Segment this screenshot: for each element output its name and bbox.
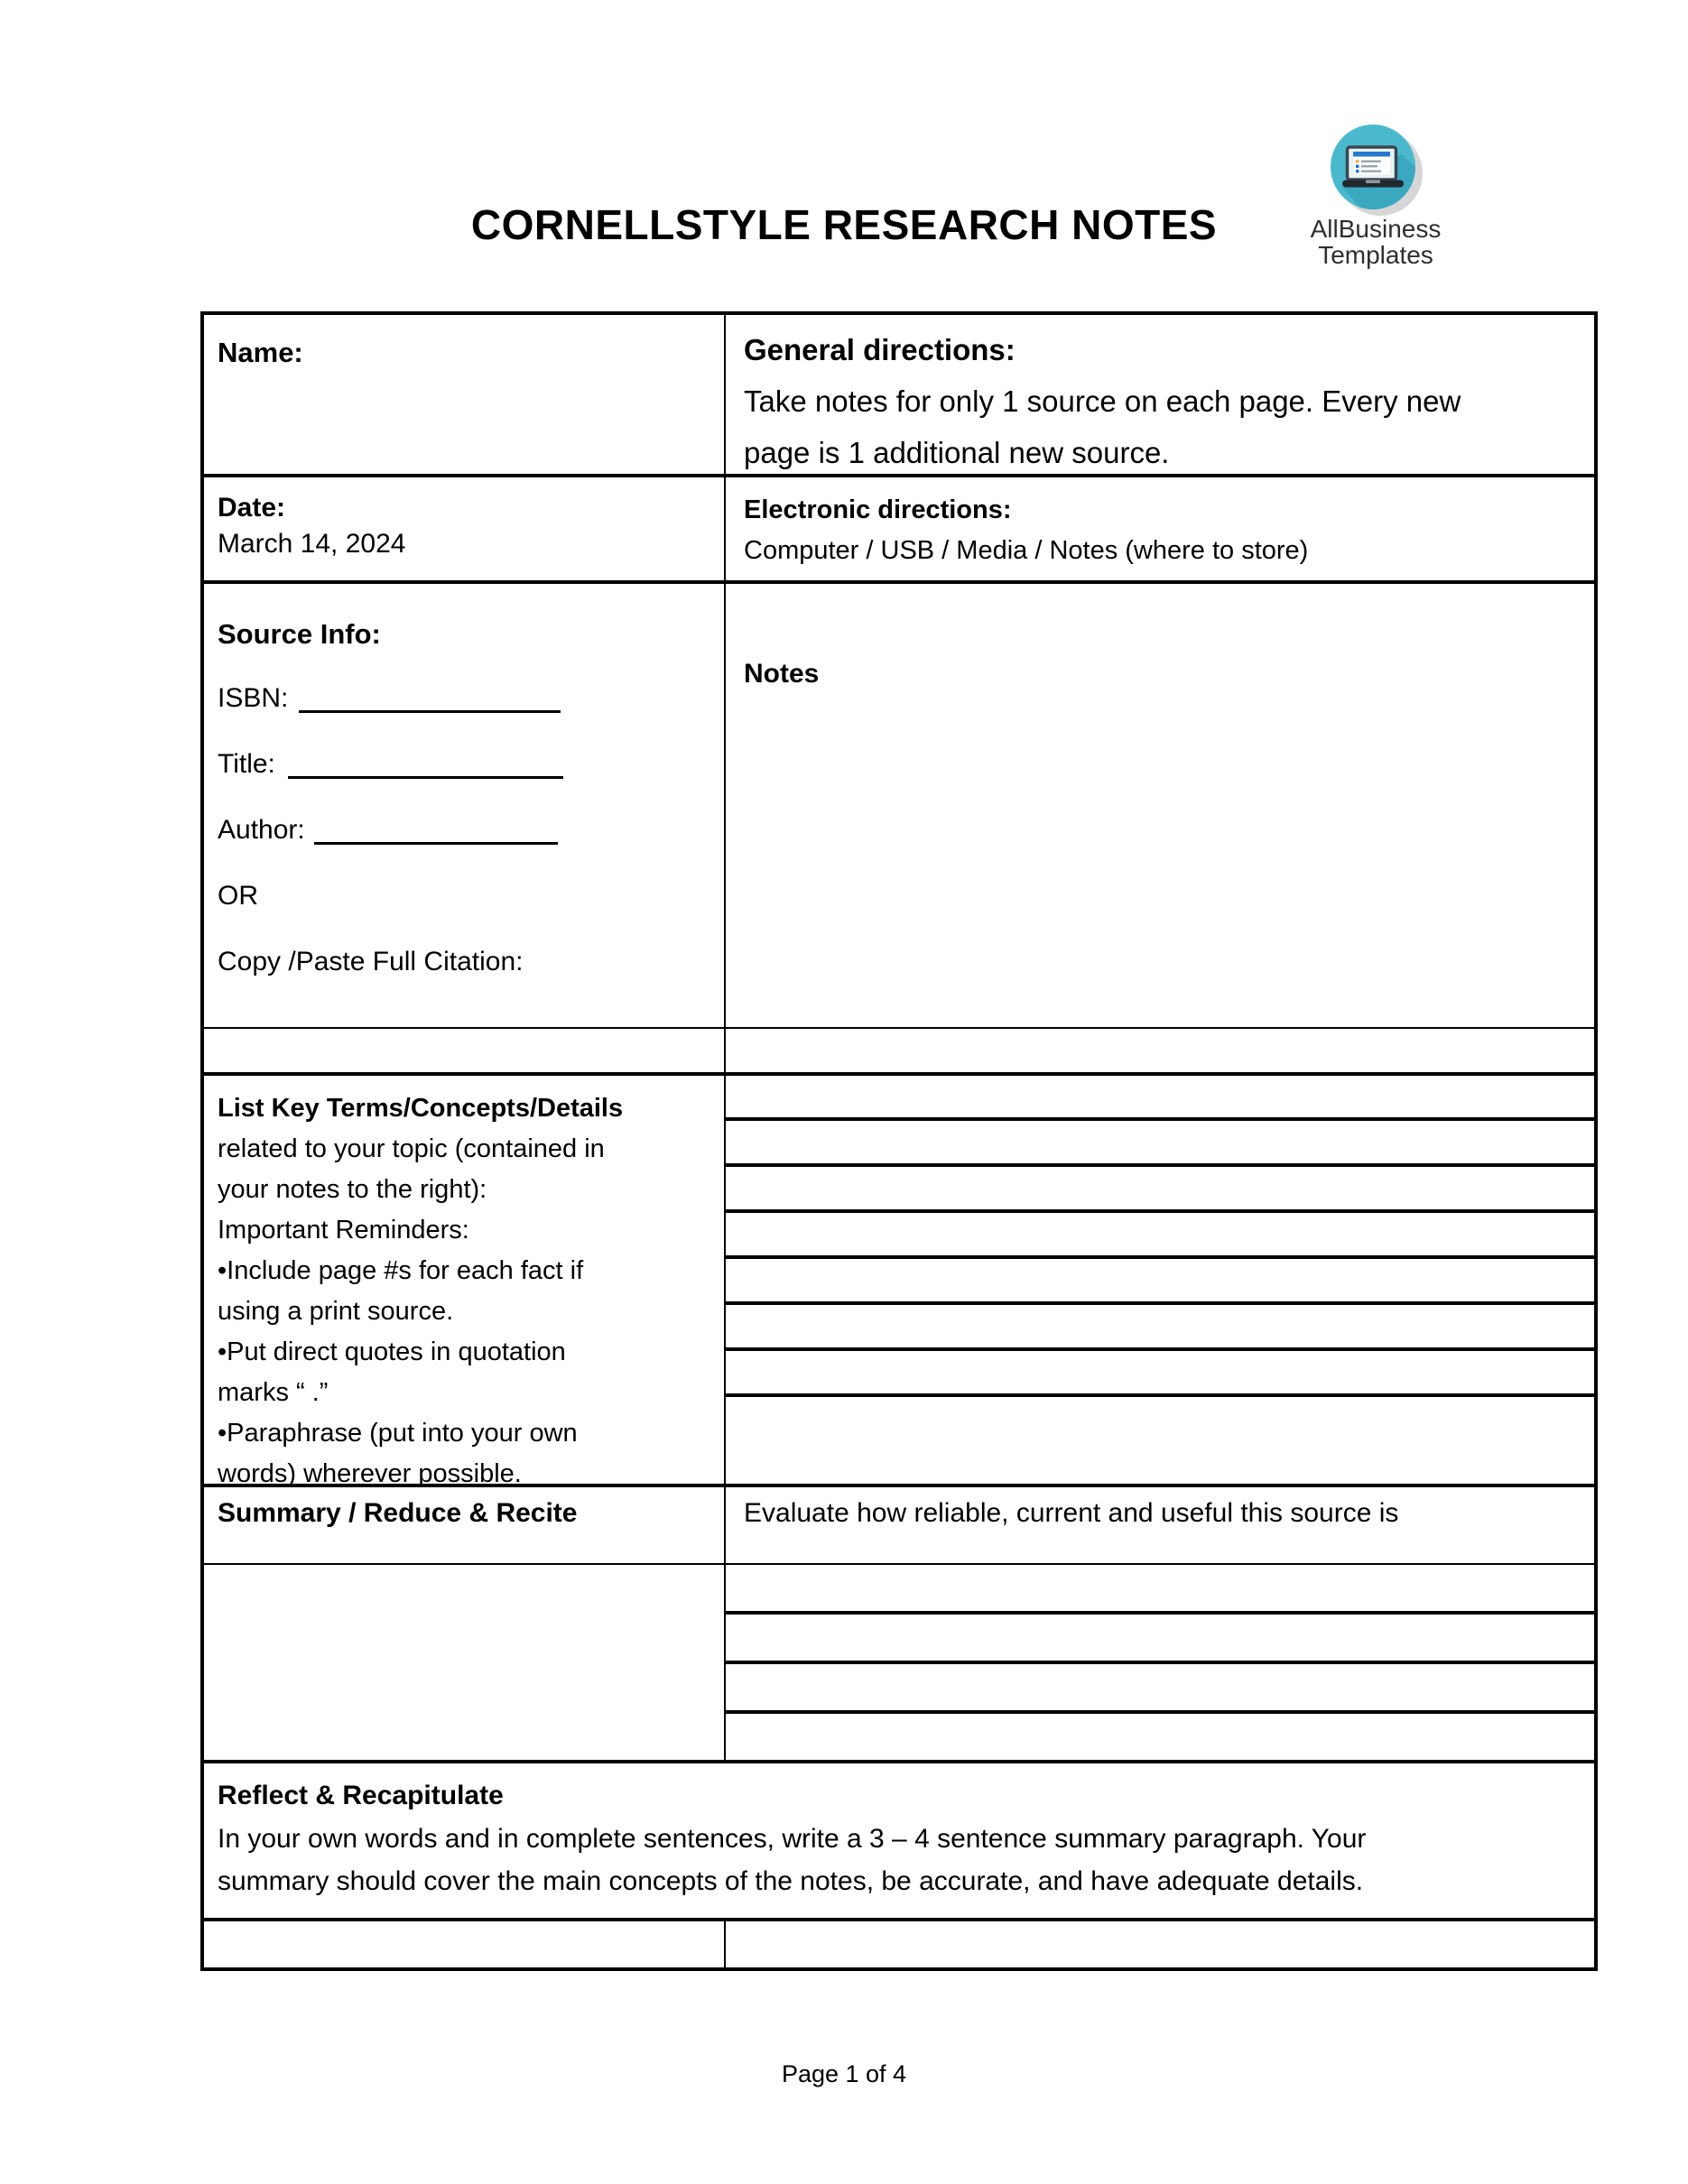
electronic-directions-heading: Electronic directions: [744, 495, 1012, 524]
ruled-line-row [726, 1117, 1594, 1163]
ruled-line-row [726, 1565, 1594, 1611]
ruled-line-row [726, 1710, 1594, 1760]
ruled-line-row [726, 1076, 1594, 1117]
row-spacer [204, 1027, 1594, 1072]
key-terms-cell [204, 1076, 726, 1488]
summary-ruled-lines [726, 1565, 1594, 1760]
date-label: Date: [218, 493, 286, 523]
reflect-cell [204, 1760, 1594, 1918]
general-directions-heading: General directions: [744, 333, 1016, 366]
key-terms-line: your notes to the right): [218, 1175, 487, 1204]
logo-text-line2: Templates [1318, 241, 1433, 269]
cornell-notes-table [200, 311, 1598, 1971]
ruled-line-row [726, 1301, 1594, 1347]
isbn-blank-line [299, 689, 561, 713]
author-field [218, 815, 715, 881]
key-terms-line: related to your topic (contained in [218, 1134, 605, 1163]
spacer-left-cell [204, 1029, 726, 1072]
or-label: OR [218, 881, 258, 911]
isbn-label: ISBN: [218, 683, 289, 713]
title-label: Title: [218, 749, 275, 779]
source-info-heading: Source Info: [218, 618, 381, 650]
bottom-right-cell [726, 1921, 1594, 1967]
source-info-cell [204, 584, 726, 1027]
key-terms-line: words) wherever possible. [218, 1459, 522, 1488]
general-directions-line2: page is 1 additional new source. [744, 436, 1170, 469]
logo-text-line1: AllBusiness [1310, 215, 1442, 243]
key-terms-line: •Include page #s for each fact if [218, 1256, 584, 1285]
reflect-heading: Reflect & Recapitulate [218, 1781, 504, 1810]
author-label: Author: [218, 815, 305, 845]
reflect-line2: summary should cover the main concepts of the notes, be accurate, and have adequate details. [218, 1866, 1364, 1896]
title-field [218, 749, 715, 815]
key-terms-line: •Paraphrase (put into your own [218, 1419, 578, 1448]
date-cell [204, 477, 726, 580]
ruled-line-row [726, 1661, 1594, 1710]
laptop-icon [1326, 122, 1425, 221]
isbn-field [218, 683, 715, 749]
row-bottom-empty [204, 1918, 1594, 1967]
author-blank-line [314, 821, 558, 845]
general-directions-line1: Take notes for only 1 source on each page. Every new [744, 384, 1461, 418]
row-summary-lines [204, 1563, 1594, 1760]
page-title: CORNELLSTYLE RESEARCH NOTES [470, 201, 1218, 248]
ruled-line-row [726, 1393, 1594, 1484]
electronic-directions-cell [726, 477, 1594, 580]
bottom-left-cell [204, 1921, 726, 1967]
citation-label: Copy /Paste Full Citation: [218, 947, 524, 976]
reflect-line1: In your own words and in complete sentences, write a 3 – 4 sentence summary paragraph. Your [218, 1824, 1367, 1854]
key-terms-heading: List Key Terms/Concepts/Details [218, 1094, 624, 1123]
summary-label: Summary / Reduce & Recite [204, 1487, 726, 1563]
ruled-line-row [726, 1611, 1594, 1661]
key-terms-line: •Put direct quotes in quotation [218, 1337, 566, 1366]
key-terms-line: Important Reminders: [218, 1216, 469, 1245]
ruled-line-row [726, 1209, 1594, 1255]
notes-label: Notes [744, 659, 820, 689]
key-terms-line: using a print source. [218, 1297, 454, 1326]
row-source-notes [204, 580, 1594, 1027]
ruled-line-row [726, 1163, 1594, 1209]
electronic-directions-body: Computer / USB / Media / Notes (where to store) [744, 536, 1309, 565]
notes-ruled-lines [726, 1076, 1594, 1484]
spacer-right-cell [726, 1029, 1594, 1072]
ruled-line-row [726, 1255, 1594, 1301]
summary-note: Evaluate how reliable, current and useful this source is [744, 1498, 1399, 1528]
row-keyterms-lines [204, 1072, 1594, 1488]
summary-blank-cell [204, 1565, 726, 1760]
page-number: Page 1 of 4 [781, 2060, 907, 2087]
name-field-label: Name: [204, 315, 726, 474]
allbusiness-logo [1310, 122, 1442, 269]
title-blank-line [288, 755, 563, 779]
general-directions-cell [726, 315, 1594, 474]
date-value: March 14, 2024 [218, 529, 406, 559]
logo-text [1272, 216, 1479, 268]
key-terms-line: marks “ .” [218, 1378, 329, 1407]
row-summary [204, 1484, 1594, 1563]
notes-cell [726, 584, 1594, 1027]
row-date-electronic [204, 474, 1594, 580]
row-name-general [204, 315, 1594, 474]
ruled-line-row [726, 1347, 1594, 1393]
